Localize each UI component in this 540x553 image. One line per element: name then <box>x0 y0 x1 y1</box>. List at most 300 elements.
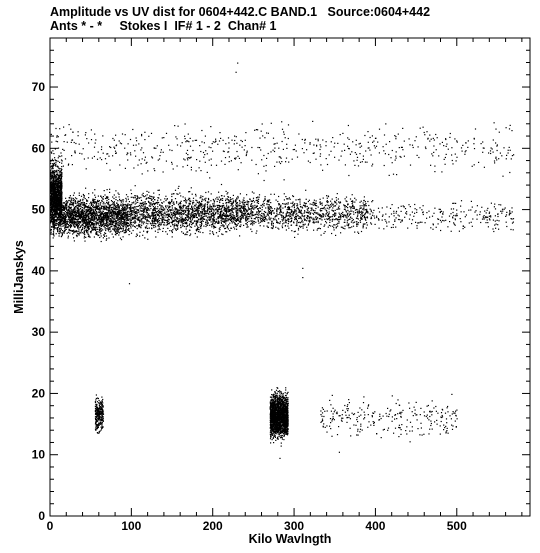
data-point <box>170 210 171 211</box>
data-point <box>53 222 54 223</box>
data-point <box>207 221 208 222</box>
data-point <box>147 223 148 224</box>
data-point <box>187 215 188 216</box>
data-point <box>53 231 54 232</box>
data-point <box>80 208 81 209</box>
data-point <box>197 202 198 203</box>
data-point <box>76 231 77 232</box>
data-point <box>226 209 227 210</box>
data-point <box>51 200 52 201</box>
data-point <box>99 212 100 213</box>
data-point <box>219 231 220 232</box>
data-point <box>245 217 246 218</box>
data-point <box>95 221 96 222</box>
data-point <box>174 225 175 226</box>
data-point <box>232 210 233 211</box>
data-point <box>51 226 52 227</box>
data-point <box>162 214 163 215</box>
data-point <box>108 204 109 205</box>
data-point <box>100 221 101 222</box>
data-point <box>103 202 104 203</box>
data-point <box>157 232 158 233</box>
data-point <box>245 220 246 221</box>
data-point <box>60 232 61 233</box>
data-point <box>127 226 128 227</box>
data-point <box>135 208 136 209</box>
data-point <box>74 223 75 224</box>
data-point <box>111 224 112 225</box>
data-point <box>70 227 71 228</box>
data-point <box>77 226 78 227</box>
data-point <box>99 229 100 230</box>
data-point <box>219 197 220 198</box>
data-point <box>113 204 114 205</box>
data-point <box>215 198 216 199</box>
data-point <box>232 198 233 199</box>
data-point <box>131 222 132 223</box>
data-point <box>128 216 129 217</box>
data-point <box>53 196 54 197</box>
data-point <box>86 229 87 230</box>
data-point <box>181 210 182 211</box>
data-point <box>240 212 241 213</box>
data-point <box>233 219 234 220</box>
data-point <box>201 205 202 206</box>
data-point <box>159 222 160 223</box>
data-point <box>53 204 54 205</box>
data-point <box>218 192 219 193</box>
data-point <box>172 229 173 230</box>
data-point <box>70 207 71 208</box>
data-point <box>221 217 222 218</box>
data-point <box>212 212 213 213</box>
data-point <box>187 231 188 232</box>
data-point <box>163 217 164 218</box>
data-point <box>59 186 60 187</box>
data-point <box>145 215 146 216</box>
data-point <box>91 216 92 217</box>
data-point <box>108 199 109 200</box>
data-point <box>68 216 69 217</box>
data-point <box>225 200 226 201</box>
data-point <box>209 217 210 218</box>
data-point <box>222 198 223 199</box>
data-point <box>92 218 93 219</box>
data-point <box>57 204 58 205</box>
data-point <box>106 206 107 207</box>
data-point <box>159 226 160 227</box>
data-point <box>230 199 231 200</box>
data-point <box>200 211 201 212</box>
data-point <box>195 233 196 234</box>
data-point <box>155 223 156 224</box>
data-point <box>65 214 66 215</box>
data-point <box>251 218 252 219</box>
data-point <box>120 226 121 227</box>
data-point <box>182 223 183 224</box>
data-point <box>240 216 241 217</box>
data-point <box>97 229 98 230</box>
data-point <box>86 199 87 200</box>
data-point <box>153 206 154 207</box>
data-point <box>59 235 60 236</box>
data-point <box>116 221 117 222</box>
data-point <box>127 215 128 216</box>
data-point <box>91 205 92 206</box>
data-point <box>122 225 123 226</box>
data-point <box>193 198 194 199</box>
data-point <box>159 204 160 205</box>
data-point <box>76 225 77 226</box>
data-point <box>213 234 214 235</box>
data-point <box>226 191 227 192</box>
data-point <box>91 227 92 228</box>
data-point <box>77 211 78 212</box>
data-point <box>201 225 202 226</box>
data-point <box>147 210 148 211</box>
data-point <box>154 199 155 200</box>
data-point <box>230 201 231 202</box>
data-point <box>142 194 143 195</box>
data-point <box>247 201 248 202</box>
data-point <box>56 207 57 208</box>
data-point <box>230 217 231 218</box>
data-point <box>212 203 213 204</box>
data-point <box>224 228 225 229</box>
data-point <box>188 216 189 217</box>
data-point <box>111 223 112 224</box>
data-point <box>99 227 100 228</box>
data-point <box>173 193 174 194</box>
data-point <box>155 210 156 211</box>
data-point <box>111 226 112 227</box>
data-point <box>204 207 205 208</box>
data-point <box>112 211 113 212</box>
data-point <box>104 194 105 195</box>
data-point <box>126 199 127 200</box>
data-point <box>58 161 59 162</box>
data-point <box>56 170 57 171</box>
data-point <box>204 216 205 217</box>
data-point <box>213 227 214 228</box>
data-point <box>101 200 102 201</box>
data-point <box>223 205 224 206</box>
data-point <box>86 231 87 232</box>
data-point <box>76 221 77 222</box>
data-point <box>56 185 57 186</box>
data-point <box>143 193 144 194</box>
data-point <box>51 168 52 169</box>
data-point <box>139 226 140 227</box>
data-point <box>125 224 126 225</box>
data-point <box>106 238 107 239</box>
data-point <box>84 241 85 242</box>
data-point <box>59 212 60 213</box>
data-point <box>115 224 116 225</box>
data-point <box>67 233 68 234</box>
data-point <box>76 198 77 199</box>
data-point <box>240 193 241 194</box>
data-point <box>79 221 80 222</box>
data-point <box>57 178 58 179</box>
data-point <box>239 208 240 209</box>
data-point <box>55 177 56 178</box>
data-point <box>248 205 249 206</box>
data-point <box>146 225 147 226</box>
data-point <box>113 225 114 226</box>
data-point <box>232 222 233 223</box>
data-point <box>154 225 155 226</box>
data-point <box>217 201 218 202</box>
data-point <box>200 213 201 214</box>
data-point <box>126 227 127 228</box>
data-point <box>220 199 221 200</box>
data-point <box>157 206 158 207</box>
data-point <box>53 198 54 199</box>
data-point <box>153 201 154 202</box>
data-point <box>73 195 74 196</box>
data-point <box>168 216 169 217</box>
data-point <box>101 197 102 198</box>
data-point <box>149 210 150 211</box>
data-point <box>83 208 84 209</box>
data-point <box>84 221 85 222</box>
data-point <box>213 210 214 211</box>
data-point <box>207 204 208 205</box>
data-point <box>136 199 137 200</box>
data-point <box>94 229 95 230</box>
data-point <box>86 206 87 207</box>
data-point <box>211 224 212 225</box>
data-point <box>143 215 144 216</box>
data-point <box>165 196 166 197</box>
data-point <box>190 218 191 219</box>
data-point <box>200 226 201 227</box>
data-point <box>238 223 239 224</box>
data-point <box>197 229 198 230</box>
data-point <box>243 218 244 219</box>
data-point <box>98 235 99 236</box>
data-point <box>252 224 253 225</box>
data-point <box>237 218 238 219</box>
data-point <box>167 217 168 218</box>
data-point <box>73 198 74 199</box>
data-point <box>149 228 150 229</box>
data-point <box>84 231 85 232</box>
data-point <box>91 228 92 229</box>
data-point <box>132 197 133 198</box>
data-point <box>169 206 170 207</box>
data-point <box>219 202 220 203</box>
data-point <box>120 217 121 218</box>
data-point <box>148 192 149 193</box>
data-point <box>158 218 159 219</box>
data-point <box>86 203 87 204</box>
data-point <box>252 191 253 192</box>
data-point <box>194 211 195 212</box>
data-point <box>54 217 55 218</box>
data-point <box>52 177 53 178</box>
data-point <box>151 199 152 200</box>
data-point <box>88 217 89 218</box>
data-point <box>150 196 151 197</box>
data-point <box>153 213 154 214</box>
data-point <box>248 208 249 209</box>
data-point <box>53 153 54 154</box>
data-point <box>130 227 131 228</box>
data-point <box>248 218 249 219</box>
data-point <box>59 172 60 173</box>
data-point <box>141 225 142 226</box>
data-point <box>117 200 118 201</box>
data-point <box>116 226 117 227</box>
data-point <box>141 203 142 204</box>
data-point <box>172 224 173 225</box>
data-point <box>218 199 219 200</box>
data-point <box>157 222 158 223</box>
data-point <box>108 217 109 218</box>
data-point <box>109 206 110 207</box>
data-point <box>227 218 228 219</box>
data-point <box>183 200 184 201</box>
data-point <box>87 215 88 216</box>
data-point <box>191 224 192 225</box>
data-point <box>104 209 105 210</box>
data-point <box>192 202 193 203</box>
data-point <box>221 225 222 226</box>
data-point <box>147 194 148 195</box>
data-point <box>100 224 101 225</box>
data-point <box>131 220 132 221</box>
data-point <box>137 213 138 214</box>
data-point <box>161 211 162 212</box>
data-point <box>131 224 132 225</box>
data-point <box>90 215 91 216</box>
data-point <box>132 202 133 203</box>
data-point <box>223 214 224 215</box>
data-point <box>225 203 226 204</box>
data-point <box>57 192 58 193</box>
data-point <box>228 209 229 210</box>
data-point <box>195 195 196 196</box>
data-point <box>91 223 92 224</box>
data-point <box>208 191 209 192</box>
data-point <box>62 234 63 235</box>
data-point <box>243 197 244 198</box>
data-point <box>161 215 162 216</box>
data-point <box>117 220 118 221</box>
data-point <box>202 217 203 218</box>
data-point <box>58 175 59 176</box>
data-point <box>91 218 92 219</box>
data-point <box>71 221 72 222</box>
data-point <box>188 214 189 215</box>
data-point <box>139 220 140 221</box>
data-point <box>198 231 199 232</box>
data-point <box>164 209 165 210</box>
data-point <box>54 213 55 214</box>
data-point <box>119 212 120 213</box>
data-point <box>219 209 220 210</box>
data-point <box>78 216 79 217</box>
data-point <box>120 231 121 232</box>
data-point <box>68 209 69 210</box>
data-point <box>72 213 73 214</box>
data-point <box>165 213 166 214</box>
data-point <box>133 222 134 223</box>
data-point <box>122 210 123 211</box>
data-point <box>89 211 90 212</box>
data-point <box>253 198 254 199</box>
data-point <box>227 220 228 221</box>
data-point <box>61 166 62 167</box>
data-point <box>180 208 181 209</box>
data-point <box>80 214 81 215</box>
data-point <box>66 227 67 228</box>
data-point <box>193 222 194 223</box>
data-point <box>154 219 155 220</box>
data-point <box>116 231 117 232</box>
data-point <box>123 236 124 237</box>
data-point <box>54 181 55 182</box>
data-point <box>207 220 208 221</box>
data-point <box>183 223 184 224</box>
data-point <box>182 213 183 214</box>
data-point <box>59 228 60 229</box>
data-point <box>221 206 222 207</box>
data-point <box>69 213 70 214</box>
data-point <box>69 217 70 218</box>
data-point <box>51 216 52 217</box>
data-point <box>177 194 178 195</box>
data-point <box>118 229 119 230</box>
data-point <box>132 217 133 218</box>
data-point <box>249 216 250 217</box>
data-point <box>100 196 101 197</box>
data-point <box>226 231 227 232</box>
data-point <box>98 196 99 197</box>
data-point <box>143 231 144 232</box>
data-point <box>107 189 108 190</box>
data-point <box>235 224 236 225</box>
data-point <box>88 227 89 228</box>
data-point <box>75 203 76 204</box>
data-point <box>184 226 185 227</box>
data-point <box>111 221 112 222</box>
data-point <box>202 199 203 200</box>
data-point <box>78 204 79 205</box>
data-point <box>227 207 228 208</box>
data-point <box>147 219 148 220</box>
data-point <box>144 222 145 223</box>
data-point <box>111 204 112 205</box>
data-point <box>84 211 85 212</box>
data-point <box>85 188 86 189</box>
data-point <box>93 226 94 227</box>
data-point <box>81 225 82 226</box>
data-point <box>154 215 155 216</box>
data-point <box>64 228 65 229</box>
data-point <box>175 190 176 191</box>
data-point <box>135 185 136 186</box>
data-point <box>247 216 248 217</box>
data-point <box>149 221 150 222</box>
data-point <box>197 220 198 221</box>
data-point <box>78 225 79 226</box>
data-point <box>155 208 156 209</box>
data-point <box>151 204 152 205</box>
data-point <box>222 234 223 235</box>
